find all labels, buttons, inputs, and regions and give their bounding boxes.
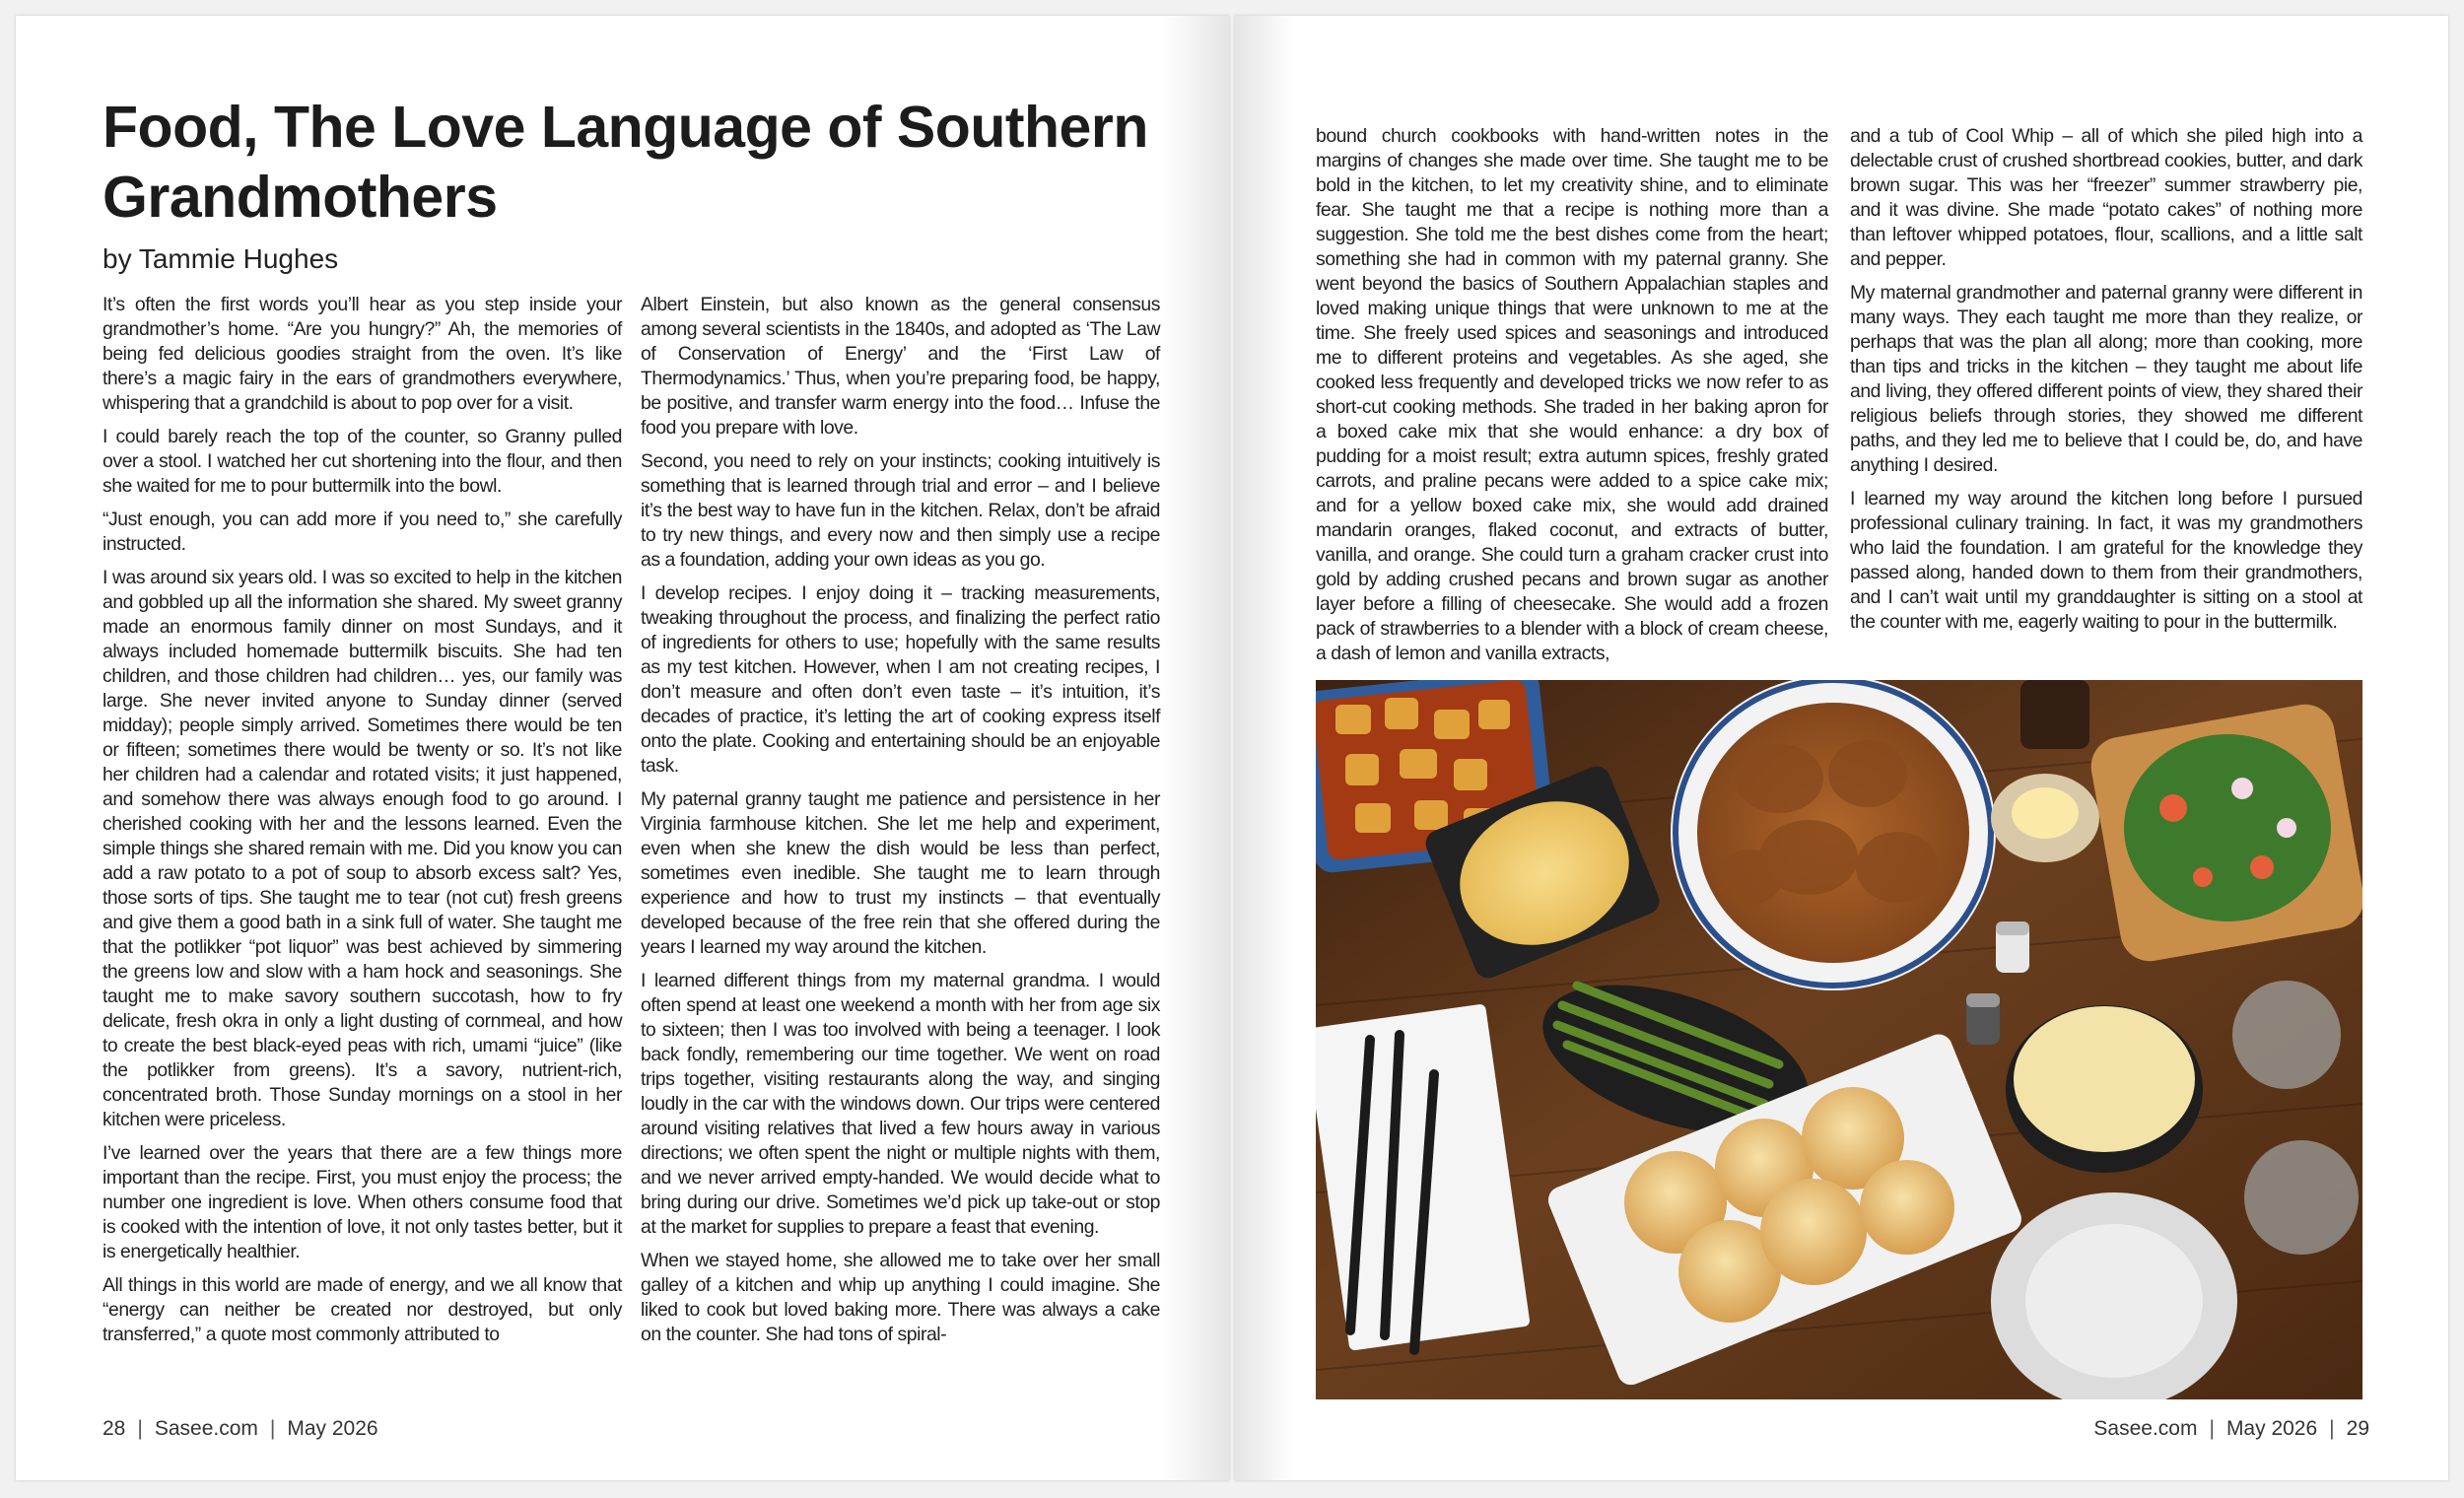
paragraph: and a tub of Cool Whip – all of which she piled high into a delectable crust of crushed shortbread cookies, butter, and dark brown sugar. This was her “freezer” summer strawberry pie, and it was divine. She made “potato cakes” of nothing more than leftover whipped potatoes, flour, scallions, and a little salt and pepper. (1850, 125, 2362, 270)
butter-dish (1991, 774, 2099, 862)
folio-separator: | (269, 1417, 276, 1440)
article-byline: by Tammie Hughes (103, 243, 339, 274)
paragraph: I develop recipes. I enjoy doing it – tracking measurements, tweaking throughout the process, and finalizing the perfect ratio of ingredients for others to use; hopefully with the same results as my test kitchen. However, when I am not creating recipes, I don’t measure and often don’t even taste – it’s intuition, it’s decades of practice, it’s letting the art of cooking express itself onto the plate. Cooking and entertaining should be an enjoyable task. (641, 582, 1160, 777)
folio-separator: | (137, 1417, 143, 1440)
folio-site: Sasee.com (154, 1417, 258, 1440)
paragraph: Albert Einstein, but also known as the general consensus among several scientists in the 1840s, and adopted as ‘The Law of Conservation of Energy’ and the ‘First Law of Thermodynamics.’ Thus, when you’re preparing food, be happy, be positive, and transfer warm energy into the food… Infuse the food you prepare with love. (641, 294, 1160, 439)
gutter-shadow (1160, 16, 1229, 1480)
fried-chicken-bowl (1671, 680, 1996, 990)
paragraph: Second, you need to rely on your instincts; cooking intuitively is something that is learned through trial and error – and I believe it’s the best way to have fun in the kitchen. Relax, don’t be afraid to try new things, and every now and then simply use a recipe as a foundation, adding your own ideas as you go. (641, 450, 1160, 571)
paragraph: When we stayed home, she allowed me to take over her small galley of a kitchen and whip up anything I could imagine. She liked to cook but loved baking more. There was always a cake on the counter. She had tons of spiral- (641, 1250, 1160, 1345)
paragraph: My maternal grandmother and paternal granny were different in many ways. They each taught me more than they realize, or perhaps that was the plan all along; more than cooking, more than tips and tricks in the kitchen – they taught me about life and living, they offered different points of view, they shared their religious beliefs through stories, they showed me different paths, and they led me to believe that I could be, do, and have anything I desired. (1850, 282, 2362, 476)
paragraph: I was around six years old. I was so excited to help in the kitchen and gobbled up all the information she shared. My sweet granny made an enormous family dinner on most Sundays, and it always included homemade buttermilk biscuits. She had ten children, and those children had children… yes, our family was large. She never invited anyone to Sunday dinner (served midday); people simply arrived. Sometimes there would be ten or fifteen; sometimes there would be twenty or so. It’s not like her children had a calendar and rotated visits; it just happened, and somehow there was always enough food to go around. I cherished cooking with her and the lessons learned. Even the simple things she shared remain with me. Did you know you can add a raw potato to a pot of soup to absorb excess salt? Yes, those sorts of tips. She taught me to tear (not cut) fresh greens and give them a good bath in a sink full of water. She taught me that the potlikker “pot liquor” was best achieved by simmering the greens low and slow with a ham hock and seasonings. She taught me to make savory southern succotash, how to fry delicate, fresh okra in only a light dusting of cornmeal, and how to create the best black-eyed peas with rich, umami “juice” (like the potlikker from greens). It’s a savory, nutrient-rich, concentrated broth. Those Sunday mornings on a stool in her kitchen were priceless. (103, 567, 622, 1130)
left-page (16, 16, 1229, 1480)
text-column-left-1 (103, 293, 622, 1356)
page-number: 29 (2346, 1417, 2369, 1440)
article-title: Food, The Love Language of Southern Grandmothers (103, 95, 1148, 230)
paragraph: I’ve learned over the years that there are a few things more important than the recipe. First, you must enjoy the process; the number one ingredient is love. When others consume food that is cooked with the intention of love, it not only tastes better, but it is energetically healthier. (103, 1142, 622, 1262)
paragraph: I learned my way around the kitchen long before I pursued professional culinary training. In fact, it was my grandmothers who laid the foundation. I am grateful for the knowledge they passed along, handed down to them from their grandmothers, and I can’t wait until my granddaughter is sitting on a stool at the counter with me, eagerly waiting to pour in the buttermilk. (1850, 488, 2362, 633)
mashed-potatoes-bowl (2006, 1005, 2203, 1173)
iced-tea-glass (2020, 680, 2089, 749)
salad-bowl (2087, 700, 2362, 966)
food-photo (1316, 680, 2362, 1399)
empty-plate (1991, 1192, 2237, 1399)
gutter-shadow (1235, 16, 1294, 1480)
folio-right (2093, 1417, 2369, 1441)
right-page (1235, 16, 2448, 1480)
folio-date: May 2026 (287, 1417, 378, 1440)
paragraph: My paternal granny taught me patience and persistence in her Virginia farmhouse kitchen. She let me help and experiment, even when she knew the dish would be less than perfect, sometimes even inedible. She taught me to learn through experience and how to trust my instincts – that eventually developed because of the free rein that she offered during the years I learned my way around the kitchen. (641, 788, 1160, 958)
paragraph: I learned different things from my maternal grandma. I would often spend at least one weekend a month with her from age six to sixteen; then I was too involved with being a teenager. I look back fondly, remembering our time together. We went on road trips together, visiting restaurants along the way, and singing loudly in the car with the windows down. Our trips were centered around visiting relatives that lived a few hours away in various directions; we often spent the night or multiple nights with them, and we never arrived empty-handed. We would decide what to bring during our drive. Sometimes we’d pick up take-out or stop at the market for supplies to prepare a feast that evening. (641, 970, 1160, 1238)
folio-left (103, 1417, 378, 1441)
paragraph: “Just enough, you can add more if you need to,” she carefully instructed. (103, 509, 622, 555)
text-column-left-2 (641, 293, 1160, 1356)
text-column-right-1 (1316, 124, 1828, 675)
pepper-shaker (1966, 993, 2000, 1045)
folio-date: May 2026 (2225, 1417, 2318, 1440)
salt-shaker (1996, 921, 2029, 973)
paragraph: I could barely reach the top of the counter, so Granny pulled over a stool. I watched her cut shortening into the flour, and then she waited for me to pour buttermilk into the bowl. (103, 426, 622, 497)
paragraph: All things in this world are made of energy, and we all know that “energy can neither be created nor destroyed, but only transferred,” a quote most commonly attributed to (103, 1274, 622, 1345)
paragraph: bound church cookbooks with hand-written notes in the margins of changes she made over time. She taught me to be bold in the kitchen, to let my creativity shine, and to eliminate fear. She taught me that a recipe is nothing more than a suggestion. She told me the best dishes come from the heart; something she had in common with my paternal granny. She went beyond the basics of Southern Appalachian staples and loved making unique things that were unknown to me at the time. She freely used spices and seasonings and introduced me to different proteins and vegetables. As she aged, she cooked less frequently and developed tricks we now refer to as short-cut cooking methods. She traded in her baking apron for a boxed cake mix that she would enhance: a dry box of pudding for a moist result; extra autumn spices, freshly grated carrots, and praline pecans were added to a spice cake mix; and for a yellow boxed cake mix, she would add drained mandarin oranges, flaked coconut, and extracts of butter, vanilla, and orange. She could turn a graham cracker crust into gold by adding crushed pecans and brown sugar as another layer before a filling of cheesecake. She would add a frozen pack of strawberries to a blender with a block of cream cheese, a dash of lemon and vanilla extracts, (1316, 125, 1828, 664)
page-number: 28 (103, 1417, 126, 1440)
folio-separator: | (2209, 1417, 2215, 1440)
text-column-right-2 (1850, 124, 2362, 644)
paragraph: It’s often the first words you’ll hear as you step inside your grandmother’s home. “Are you hungry?” Ah, the memories of being fed delicious goodies straight from the oven. It’s like there’s a magic fairy in the ears of grandmothers everywhere, whispering that a grandchild is about to pop over for a visit. (103, 294, 622, 414)
folio-separator: | (2329, 1417, 2335, 1440)
folio-site: Sasee.com (2093, 1417, 2198, 1440)
